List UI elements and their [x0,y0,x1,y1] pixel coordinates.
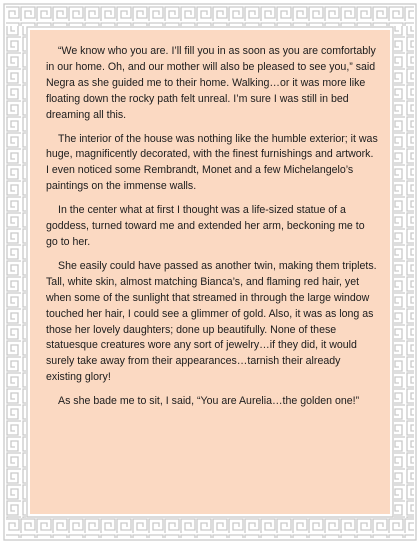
paragraph: “We know who you are. I’ll fill you in as soon as you are comfortably in our home. Oh, and our mother will also be pleased to see you,” said Negra as she guided me to their home. Walking…or it was more like floating down the rocky path felt unreal. I’m sure I was still in bed dreaming all this. [46,45,376,121]
paragraph: As she bade me to sit, I said, “You are Aurelia…the golden one!” [58,395,360,408]
story-text [46,44,378,418]
paragraph: She easily could have passed as another twin, making them triplets. Tall, white skin, almost matching Bianca’s, and flaming red hair, yet when some of the sunlight that streamed in through the large window touched her hair, I could see a glimmer of gold. Also, it was as long as those her lovely daughters; done up beautifully. None of these statuesque creatures wore any sort of jewelry…if they did, it would surely take away from their appearances…tarnish their already existing glory! [46,259,377,384]
paragraph: In the center what at first I thought was a life-sized statue of a goddess, turned toward me and extended her arm, beckoning me to go to her. [46,204,365,248]
paragraph: The interior of the house was nothing like the humble exterior; it was huge, magnificently decorated, with the finest furnishings and artwork. I even noticed some Rembrandt, Monet and a few Michelangelo’s paintings on the immense walls. [46,132,378,193]
